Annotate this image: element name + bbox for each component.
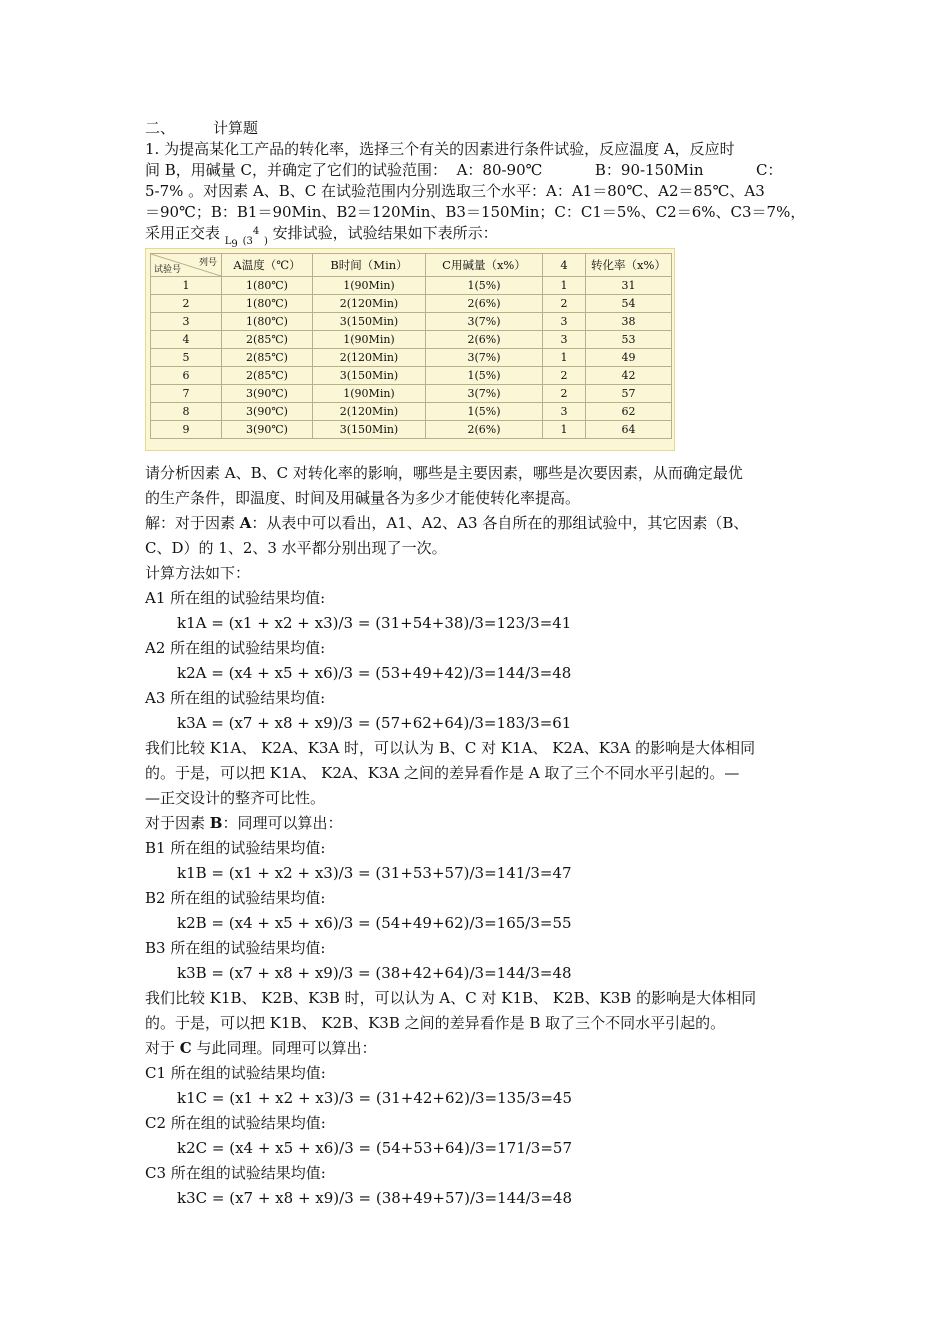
alkali-level-cell: 2(6%) [426,331,543,349]
orthogonal-table-3: (3 [242,236,253,247]
table-row [151,295,672,313]
trial-number-cell: 1 [151,277,222,295]
b3-label: B3 所在组的试验结果均值: [145,939,326,957]
time-level-cell: 1(90Min) [313,331,426,349]
c2-equation: k2C = (x4 + x5 + x6)/3 = (54+53+64)/3=171/3=57 [177,1139,572,1157]
time-level-cell: 1(90Min) [313,277,426,295]
trial-number-cell: 5 [151,349,222,367]
a3-label: A3 所在组的试验结果均值: [145,689,326,707]
problem-line-2: 间 B，用碱量 C，并确定了它们的试验范围： A：80-90℃ B：90-150Min C： [145,161,783,179]
temperature-level-cell: 3(90℃) [222,385,313,403]
alkali-level-cell: 1(5%) [426,277,543,295]
table-row [151,349,672,367]
solution-c-post: 与此同理。同理可以算出： [191,1039,377,1057]
section-heading [145,118,810,139]
time-level-cell: 1(90Min) [313,385,426,403]
table-corner-cell [151,254,222,277]
column-4-level-cell: 1 [543,277,586,295]
column-4-level-cell: 3 [543,403,586,421]
solution-c-bold: C [179,1039,192,1057]
b-compare-line-1: 我们比较 K1B、 K2B、K3B 时，可以认为 A、C 对 K1B、 K2B、K3B 的影响是大体相同 [145,989,757,1007]
solution-a-post: ：从表中可以看出，A1、A2、A3 各自所在的那组试验中，其它因素（B、 [251,514,749,532]
time-level-cell: 3(150Min) [313,367,426,385]
column-4-level-cell: 2 [543,367,586,385]
a-compare-line-1: 我们比较 K1A、 K2A、K3A 时，可以认为 B、C 对 K1A、 K2A、K3A 的影响是大体相同 [145,739,756,757]
orthogonal-table-L: L [224,236,232,247]
c2-label: C2 所在组的试验结果均值: [145,1114,326,1132]
solution-factor-c-intro [145,1036,810,1061]
conversion-rate-cell: 31 [586,277,672,295]
solution-c-pre: 对于 [145,1039,180,1057]
section-number: 二、 [145,119,176,137]
orthogonal-table-4: 4 [252,226,260,237]
column-4-level-cell: 1 [543,349,586,367]
solution-factor-a-intro [145,511,810,536]
column-4-level-cell: 2 [543,295,586,313]
c3-label: C3 所在组的试验结果均值: [145,1164,326,1182]
header-time: B时间（Min） [313,254,426,277]
temperature-level-cell: 1(80℃) [222,313,313,331]
trial-number-cell: 8 [151,403,222,421]
time-level-cell: 3(150Min) [313,421,426,439]
c1-equation: k1C = (x1 + x2 + x3)/3 = (31+42+62)/3=135/3=45 [177,1089,572,1107]
temperature-level-cell: 2(85℃) [222,331,313,349]
problem-line-5-pre: 采用正交表 [145,224,225,242]
table-body [151,277,672,439]
conversion-rate-cell: 62 [586,403,672,421]
alkali-level-cell: 3(7%) [426,385,543,403]
temperature-level-cell: 1(80℃) [222,295,313,313]
method-heading: 计算方法如下： [145,564,251,582]
conversion-rate-cell: 57 [586,385,672,403]
temperature-level-cell: 3(90℃) [222,403,313,421]
a-compare-line-2: 的。于是，可以把 K1A、 K2A、K3A 之间的差异看作是 A 取了三个不同水平引起的。— [145,764,740,782]
conversion-rate-cell: 53 [586,331,672,349]
alkali-level-cell: 1(5%) [426,403,543,421]
header-conversion: 转化率（x%） [586,254,672,277]
orthogonal-table-9: 9 [231,239,238,250]
temperature-level-cell: 1(80℃) [222,277,313,295]
solution-a-pre: 解：对于因素 [145,514,240,532]
header-temperature: A温度（℃） [222,254,313,277]
solution-a-bold: A [239,514,252,532]
table-row [151,313,672,331]
table-row [151,277,672,295]
column-4-level-cell: 3 [543,313,586,331]
b1-equation: k1B = (x1 + x2 + x3)/3 = (31+53+57)/3=141/3=47 [177,864,572,882]
time-level-cell: 3(150Min) [313,313,426,331]
temperature-level-cell: 3(90℃) [222,421,313,439]
problem-line-4: ＝90℃；B：B1＝90Min、B2＝120Min、B3＝150Min；C：C1＝5%、C2＝6%、C3＝7%， [145,203,806,221]
b-compare-line-2: 的。于是，可以把 K1B、 K2B、K3B 之间的差异看作是 B 取了三个不同水平引起的。 [145,1014,726,1032]
table-header-row [151,254,672,277]
experiment-table [150,253,672,439]
experiment-table-image [145,248,675,451]
b3-equation: k3B = (x7 + x8 + x9)/3 = (38+42+64)/3=144/3=48 [177,964,572,982]
column-4-level-cell: 2 [543,385,586,403]
trial-number-cell: 9 [151,421,222,439]
question-line-2: 的生产条件，即温度、时间及用碱量各为多少才能使转化率提高。 [145,489,581,507]
table-row [151,331,672,349]
a2-label: A2 所在组的试验结果均值: [145,639,326,657]
solution-b-pre: 对于因素 [145,814,210,832]
section-title: 计算题 [213,119,259,137]
a1-label: A1 所在组的试验结果均值: [145,589,326,607]
c1-label: C1 所在组的试验结果均值: [145,1064,326,1082]
conversion-rate-cell: 54 [586,295,672,313]
problem-line-5 [145,223,810,250]
problem-line-1: 1. 为提高某化工产品的转化率，选择三个有关的因素进行条件试验，反应温度 A，反应时 [145,140,735,158]
a3-equation: k3A = (x7 + x8 + x9)/3 = (57+62+64)/3=183/3=61 [177,714,572,732]
solution-b-post: ：同理可以算出： [222,814,343,832]
column-4-level-cell: 3 [543,331,586,349]
alkali-level-cell: 2(6%) [426,421,543,439]
trial-number-cell: 7 [151,385,222,403]
a-compare-line-3: —正交设计的整齐可比性。 [145,789,326,807]
document-body [145,118,810,1211]
time-level-cell: 2(120Min) [313,295,426,313]
trial-number-cell: 3 [151,313,222,331]
header-alkali: C用碱量（x%） [426,254,543,277]
problem-line-3: 5-7% 。对因素 A、B、C 在试验范围内分别选取三个水平：A：A1＝80℃、A2＝85℃、A3 [145,182,765,200]
alkali-level-cell: 3(7%) [426,313,543,331]
trial-number-cell: 2 [151,295,222,313]
temperature-level-cell: 2(85℃) [222,367,313,385]
table-row [151,403,672,421]
b2-equation: k2B = (x4 + x5 + x6)/3 = (54+49+62)/3=165/3=55 [177,914,572,932]
time-level-cell: 2(120Min) [313,403,426,421]
conversion-rate-cell: 64 [586,421,672,439]
table-row [151,421,672,439]
b1-label: B1 所在组的试验结果均值: [145,839,326,857]
trial-number-cell: 6 [151,367,222,385]
table-row [151,367,672,385]
c3-equation: k3C = (x7 + x8 + x9)/3 = (38+49+57)/3=144/3=48 [177,1189,572,1207]
solution-a-line-2: C、D）的 1、2、3 水平都分别出现了一次。 [145,539,447,557]
table-row [151,385,672,403]
alkali-level-cell: 1(5%) [426,367,543,385]
temperature-level-cell: 2(85℃) [222,349,313,367]
conversion-rate-cell: 38 [586,313,672,331]
trial-number-cell: 4 [151,331,222,349]
alkali-level-cell: 2(6%) [426,295,543,313]
conversion-rate-cell: 42 [586,367,672,385]
corner-column-label: 列号 [198,258,217,268]
solution-factor-b-intro [145,811,810,836]
time-level-cell: 2(120Min) [313,349,426,367]
b2-label: B2 所在组的试验结果均值: [145,889,326,907]
orthogonal-table-close: ) [264,236,268,247]
alkali-level-cell: 3(7%) [426,349,543,367]
question-line-1: 请分析因素 A、B、C 对转化率的影响，哪些是主要因素，哪些是次要因素，从而确定最优 [145,464,743,482]
a1-equation: k1A = (x1 + x2 + x3)/3 = (31+54+38)/3=123/3=41 [177,614,572,632]
header-column-4: 4 [543,254,586,277]
a2-equation: k2A = (x4 + x5 + x6)/3 = (53+49+42)/3=144/3=48 [177,664,572,682]
problem-line-5-post: 安排试验，试验结果如下表所示： [267,224,498,242]
corner-row-label: 试验号 [154,265,182,275]
conversion-rate-cell: 49 [586,349,672,367]
column-4-level-cell: 1 [543,421,586,439]
solution-b-bold: B [209,814,223,832]
